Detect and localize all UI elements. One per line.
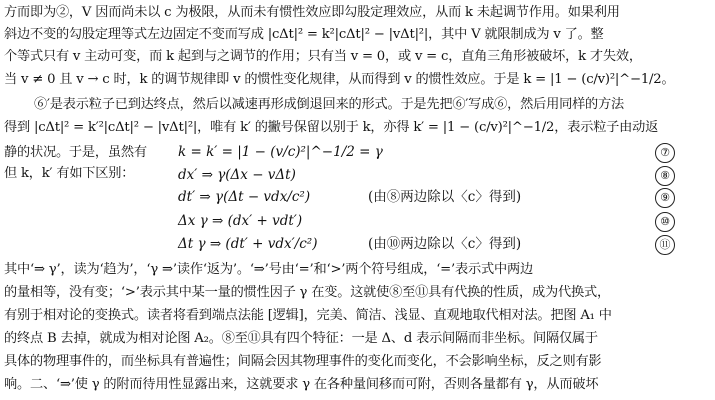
text-line: 斜边不变的勾股定理等式左边固定不变而写成 |cΔt|² = k²|cΔt|² − |vΔt|²|，其中 V 就限制成为 v 了。整 — [4, 27, 604, 42]
text-line: 其中‘⇒ γ’，读为‘趋为’，‘γ ⇒’读作‘返为’。‘⇒’号由‘=’和‘>’两个符号组成，‘=’表示式中两边 — [4, 262, 533, 277]
text-line: 有别于相对论的变换式。读者将看到端点法能 [逻辑]，完美、简洁、浅显、直观地取代相对法。把图 A₁ 中 — [4, 308, 612, 323]
equation-7: k = k′ = |1 − (v/c)²|^−1/2 = γ — [178, 144, 383, 160]
equation-number: ⑧ — [655, 166, 675, 186]
equation-11: Δt γ ⇒ (dt′ + vdx′/c²) — [178, 236, 318, 252]
equation-note: (由⑩两边除以〈c〉得到) — [368, 236, 522, 252]
text-line: 得到 |cΔt|² = k′²|cΔt|² − |vΔt|²|，唯有 k′ 的撇号保留以别于 k，亦得 k′ = |1 − (c/v)²|^−1/2，表示粒子由动返 — [4, 120, 659, 135]
equation-9: dt′ ⇒ γ(Δt − vdx/c²) — [178, 189, 311, 205]
text-line: 的量相等，没有变；‘>’表示其中某一量的惯性因子 γ 在变。这就使⑧至⑪具有代换的性质，成为代换式， — [4, 285, 610, 300]
equation-number: ⑩ — [655, 212, 675, 232]
equation-number: ⑪ — [655, 235, 675, 255]
text-line: 静的状况。于是，虽然有 — [4, 145, 147, 160]
text-line: 响。二、‘⇒’使 γ 的附而待用性显露出来，这就要求 γ 在各种量间移而可附，否则各量都有 γ，从而破坏 — [4, 377, 599, 392]
text-line: 个等式只有 v 主动可变，而 k 起到与之调节的作用；只有当 v = 0，或 v = c，直角三角形被破坏，k 才失效， — [4, 49, 642, 64]
text-line: 具体的物理事件的，而坐标具有普遍性；间隔会因其物理事件的变化而变化，不会影响坐标，反之则有影 — [4, 354, 602, 369]
equation-note: (由⑧两边除以〈c〉得到) — [368, 189, 522, 205]
text-line: ⑥′是表示粒子已到达终点，然后以减速再形成倒退回来的形式。于是先把⑥′写成⑥，然后用同样的方法 — [34, 97, 625, 112]
text-line: 的终点 B 去掉，就成为相对论图 A₂。⑧至⑪具有四个特征：一是 Δ、d 表示间隔而非坐标。间隔仅属于 — [4, 331, 598, 346]
equation-10: Δx γ ⇒ (dx′ + vdt′) — [178, 213, 303, 229]
text-line: 但 k，k′ 有如下区别： — [4, 166, 135, 181]
text-line: 当 v ≠ 0 且 v → c 时，k 的调节规律即 v 的惯性变化规律，从而得到 v 的惯性效应。于是 k = |1 − (c/v)²|^−1/2。 — [4, 72, 675, 87]
equation-number: ⑦ — [655, 143, 675, 163]
equation-number: ⑨ — [655, 188, 675, 208]
equation-8: dx′ ⇒ γ(Δx − vΔt) — [178, 167, 296, 183]
text-line: 方而即为②，V 因而尚未以 c 为极限，从而未有惯性效应即勾股定理效应，从而 k 未起调节作用。如果利用 — [4, 5, 620, 20]
